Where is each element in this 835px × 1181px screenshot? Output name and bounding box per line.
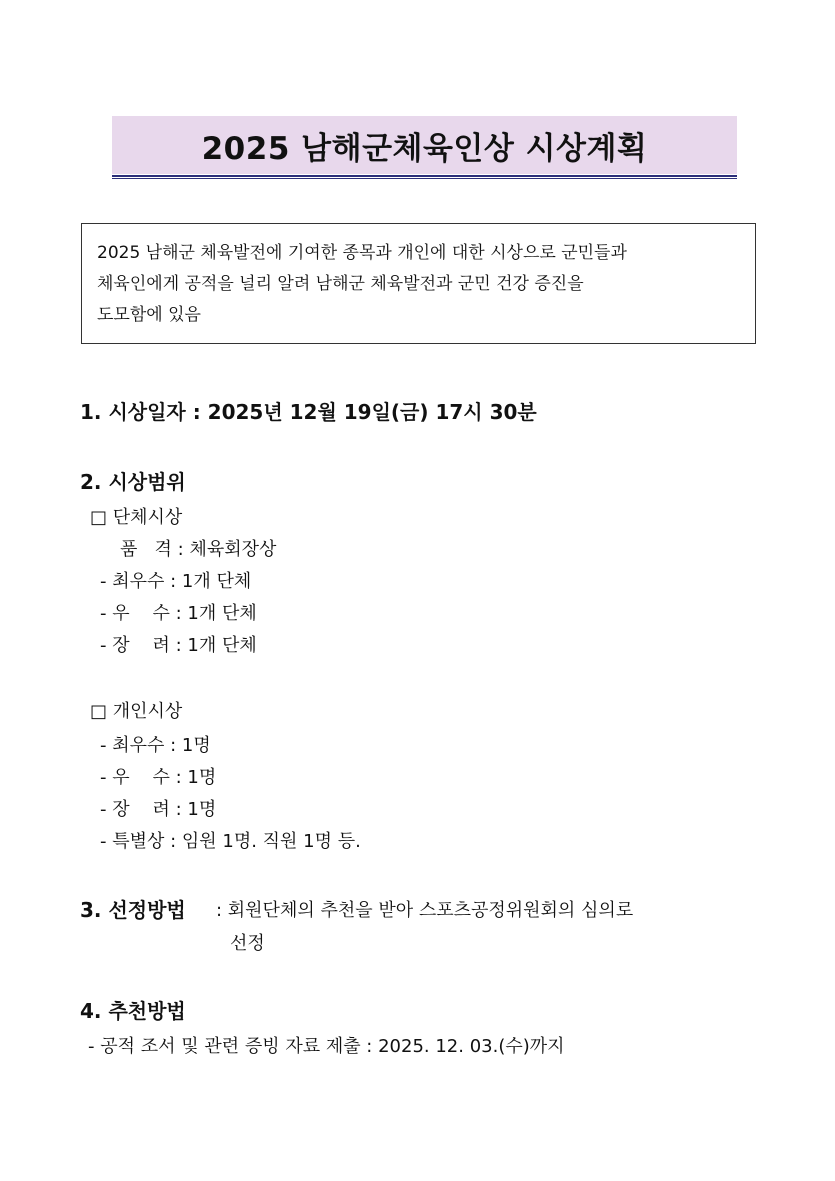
group-award-item: - 최우수 : 1개 단체 bbox=[100, 571, 252, 592]
section3-text: 선정 bbox=[230, 933, 265, 954]
individual-award-item: - 우 수 : 1명 bbox=[100, 767, 217, 788]
title-banner bbox=[112, 116, 737, 174]
section2-heading: 2. 시상범위 bbox=[80, 470, 186, 494]
page-title: 2025 남해군체육인상 시상계획 bbox=[201, 130, 648, 167]
group-award-label: □ 단체시상 bbox=[90, 507, 183, 528]
section4-text: - 공적 조서 및 관련 증빙 자료 제출 : 2025. 12. 03.(수)까지 bbox=[88, 1036, 565, 1057]
purpose-box bbox=[81, 223, 756, 344]
purpose-line: 2025 남해군 체육발전에 기여한 종목과 개인에 대한 시상으로 군민들과 bbox=[97, 243, 627, 263]
section3-heading: 3. 선정방법 bbox=[80, 898, 186, 922]
section4-heading: 4. 추천방법 bbox=[80, 999, 186, 1023]
title-underline-thin bbox=[112, 178, 737, 179]
group-award-prize: 품 격 : 체육회장상 bbox=[120, 539, 277, 560]
individual-award-item: - 특별상 : 임원 1명. 직원 1명 등. bbox=[100, 831, 361, 852]
purpose-line: 체육인에게 공적을 널리 알려 남해군 체육발전과 군민 건강 증진을 bbox=[97, 274, 584, 294]
individual-award-item: - 최우수 : 1명 bbox=[100, 735, 211, 756]
purpose-line: 도모함에 있음 bbox=[97, 305, 201, 325]
group-award-item: - 우 수 : 1개 단체 bbox=[100, 603, 257, 624]
section1-award-date: 1. 시상일자 : 2025년 12월 19일(금) 17시 30분 bbox=[80, 400, 537, 424]
section3-text: : 회원단체의 추천을 받아 스포츠공정위원회의 심의로 bbox=[216, 900, 634, 921]
title-underline bbox=[112, 175, 737, 177]
individual-award-label: □ 개인시상 bbox=[90, 701, 183, 722]
individual-award-item: - 장 려 : 1명 bbox=[100, 799, 217, 820]
group-award-item: - 장 려 : 1개 단체 bbox=[100, 635, 257, 656]
